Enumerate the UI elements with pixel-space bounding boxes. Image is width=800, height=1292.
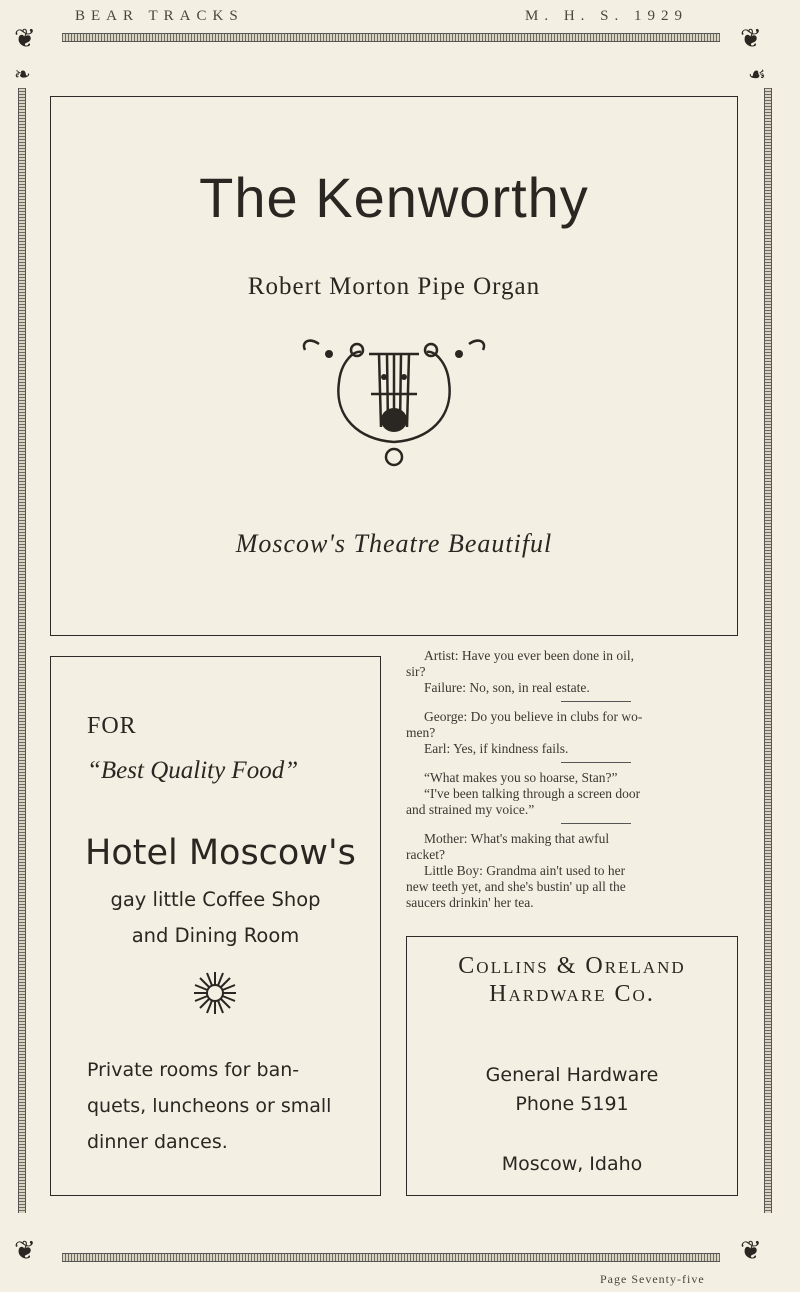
right-border-rule <box>764 88 772 1213</box>
joke-1 <box>406 648 738 696</box>
city-line: Moscow, Idaho <box>501 1153 643 1175</box>
phone-number: Phone 5191 <box>515 1093 629 1115</box>
hardware-name-line-1: Collins & Oreland <box>458 953 686 979</box>
corner-ornament-icon: ❦ <box>14 24 36 53</box>
hardware-advertisement <box>406 936 738 1196</box>
joke-line: George: Do you believe in clubs for wo- <box>424 709 643 724</box>
joke-4 <box>406 831 738 911</box>
joke-3 <box>406 770 738 818</box>
joke-line: and strained my voice.” <box>406 802 535 817</box>
lyre-icon <box>299 332 489 472</box>
joke-line: Little Boy: Grandma ain't used to her <box>424 863 626 878</box>
corner-ornament-icon: ❦ <box>740 24 762 53</box>
organ-subtitle: Robert Morton Pipe Organ <box>247 273 541 300</box>
private-rooms-line-3: dinner dances. <box>87 1131 228 1153</box>
for-label: FOR <box>87 713 137 739</box>
joke-line: Mother: What's making that awful <box>424 831 610 846</box>
joke-2 <box>406 709 738 757</box>
page-number: Page Seventy-five <box>600 1272 705 1286</box>
left-border-rule <box>18 88 26 1213</box>
top-border-rule <box>62 33 720 42</box>
hotel-name: Hotel Moscow's <box>85 833 356 873</box>
joke-separator <box>561 701 631 702</box>
dining-room-line: and Dining Room <box>131 924 300 947</box>
corner-ornament-icon: ❦ <box>740 1236 762 1265</box>
private-rooms-line-1: Private rooms for ban- <box>87 1059 300 1081</box>
joke-line: racket? <box>406 847 445 862</box>
joke-line: “What makes you so hoarse, Stan?” <box>424 770 618 785</box>
kenworthy-advertisement <box>50 96 738 636</box>
joke-line: Artist: Have you ever been done in oil, <box>424 648 634 663</box>
bottom-border-rule <box>62 1253 720 1262</box>
joke-line: sir? <box>406 664 426 679</box>
joke-line: new teeth yet, and she's bustin' up all the <box>406 879 626 894</box>
jokes-column <box>406 648 738 911</box>
joke-line: Failure: No, son, in real estate. <box>424 680 590 695</box>
corner-ornament-icon: ☙ <box>748 64 766 86</box>
private-rooms-line-2: quets, luncheons or small <box>87 1095 332 1117</box>
joke-line: saucers drinkin' her tea. <box>406 895 534 910</box>
corner-ornament-icon: ❧ <box>14 64 31 86</box>
hardware-name-line-2: Hardware Co. <box>489 981 655 1007</box>
sunburst-icon <box>192 970 238 1016</box>
running-header-right: M. H. S. 1929 <box>525 8 689 24</box>
joke-line: men? <box>406 725 436 740</box>
joke-line: Earl: Yes, if kindness fails. <box>424 741 569 756</box>
theatre-tagline: Moscow's Theatre Beautiful <box>235 529 553 558</box>
joke-separator <box>561 762 631 763</box>
hotel-moscow-advertisement <box>50 656 381 1196</box>
theatre-name: The Kenworthy <box>199 166 589 229</box>
corner-ornament-icon: ❦ <box>14 1236 36 1265</box>
joke-separator <box>561 823 631 824</box>
general-hardware-line: General Hardware <box>485 1064 659 1086</box>
joke-line: “I've been talking through a screen door <box>424 786 641 801</box>
running-header-left: BEAR TRACKS <box>75 8 244 24</box>
coffee-shop-line: gay little Coffee Shop <box>110 888 321 911</box>
best-quality-food: “Best Quality Food” <box>87 757 299 784</box>
